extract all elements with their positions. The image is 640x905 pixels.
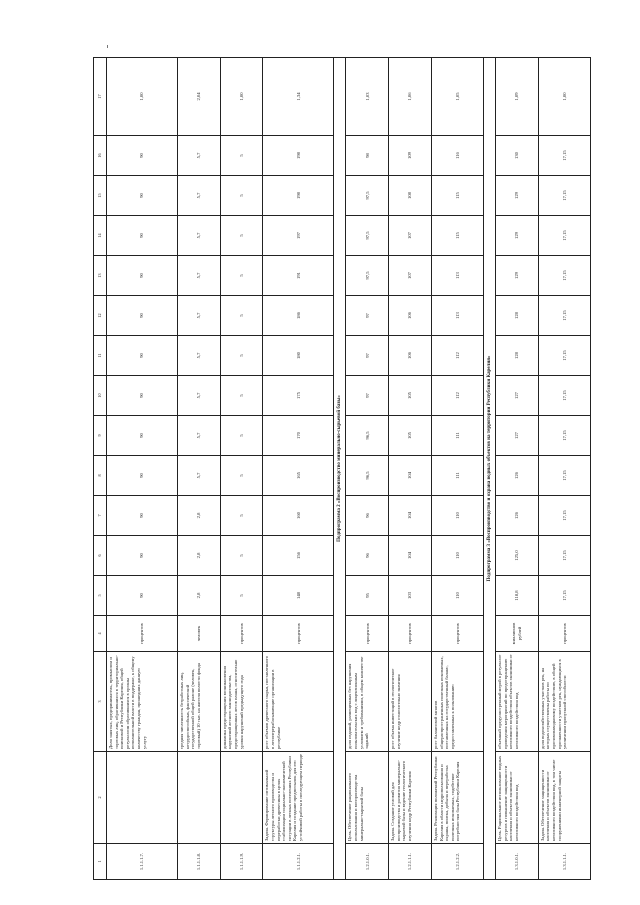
table-row	[431, 58, 483, 880]
value-cell: 5,7	[178, 176, 221, 216]
value-cell: 97	[346, 296, 389, 336]
goal-task-cell: Цель. Рациональное использование водных ресурсов и повышение защищенности населения и объектов экономики от негативного воздействия вод	[496, 752, 539, 844]
value-cell: 17,15	[538, 176, 590, 216]
table-row	[220, 58, 263, 880]
value-cell: 104	[389, 536, 432, 576]
row-code: 1.1.1.1.7.	[107, 844, 178, 880]
header-cell: 7	[94, 496, 107, 536]
value-cell: 17,15	[538, 416, 590, 456]
row-code: 1.2.1.0.1.	[346, 844, 389, 880]
value-cell: 109	[389, 136, 432, 176]
header-cell: 5	[94, 576, 107, 616]
value-cell: 90	[107, 416, 178, 456]
value-cell: 90	[107, 336, 178, 376]
table-row	[346, 58, 389, 880]
table-row	[263, 58, 334, 880]
value-cell: 5,7	[178, 296, 221, 336]
value-cell: 125,0	[496, 536, 539, 576]
value-cell: 115	[431, 176, 483, 216]
value-cell: 128	[496, 296, 539, 336]
row-code: 1.1.1.1.8.	[178, 844, 221, 880]
value-cell: 110	[431, 536, 483, 576]
value-cell: 5	[220, 416, 263, 456]
header-cell: 3	[94, 652, 107, 752]
value-cell: 5,7	[178, 416, 221, 456]
value-cell: 96	[346, 496, 389, 536]
value-cell: 5	[220, 576, 263, 616]
value-cell: 5,7	[178, 136, 221, 176]
value-cell: 126	[496, 456, 539, 496]
header-cell: 2	[94, 752, 107, 844]
indicator-cell: динамика предотвращения возникновения нарушений лесного законодательства, предотвращенных лесов плана, относительно уровня нарушений предыдущего года	[220, 652, 263, 752]
value-cell: 17,15	[538, 216, 590, 256]
value-cell: 106	[389, 336, 432, 376]
value-cell: 130	[496, 136, 539, 176]
value-cell: 148	[263, 576, 334, 616]
value-cell: 111	[431, 456, 483, 496]
value-cell: 90	[107, 136, 178, 176]
value-cell: 90	[107, 456, 178, 496]
value-cell: 5	[220, 496, 263, 536]
value-cell: 118,8	[496, 576, 539, 616]
value-cell: 191	[263, 256, 334, 296]
goal-task-cell: Задача. Формирование оптимальной структуры лесного производства и переработки древесины в целях стабилизации социально-экономической ситуации в лесных поселениях Республики Карелия и создание предпосылок для его устойчивой работы в последующем периоде	[263, 752, 334, 844]
ratio-cell: 2,04	[178, 58, 221, 136]
subprogram-title: Подпрограмма 3 «Воспроизводство и охрана водных объектов на территории Республики Карелия»	[484, 58, 496, 880]
value-cell: 105	[389, 416, 432, 456]
value-cell: 128	[496, 336, 539, 376]
indicator-cell: доля изданий, размещенных без нарушения пользовательских вод с лицензионным условием и требованиями, в общем количестве заданий	[346, 652, 389, 752]
value-cell: 5	[220, 176, 263, 216]
value-cell: 5,7	[178, 456, 221, 496]
value-cell: 5	[220, 456, 263, 496]
value-cell: 17,15	[538, 496, 590, 536]
value-cell: 97	[346, 336, 389, 376]
header-cell: 15	[94, 176, 107, 216]
value-cell: 90	[107, 256, 178, 296]
indicator-cell: средняя численность безработных лиц, нетрудоспособных, фактической государственной общей ралоне (человек, торговый) 10 тыс. на жителя волости фонда	[178, 652, 221, 752]
indicator-cell: доля водохозяйственных участков рек, на которых осуществлены работы по противопаводковому воздействию, в общей протяженности участков рек, нуждающихся в увеличении пропускной способности	[538, 652, 590, 752]
value-cell: 156	[263, 536, 334, 576]
value-cell: 17,15	[538, 256, 590, 296]
header-cell: 11	[94, 336, 107, 376]
header-cell: 10	[94, 376, 107, 416]
indicators-table	[93, 57, 591, 880]
table-row	[107, 58, 178, 880]
value-cell: 198	[263, 136, 334, 176]
header-cell: 4	[94, 616, 107, 652]
value-cell: 105	[389, 376, 432, 416]
value-cell: 17,15	[538, 536, 590, 576]
value-cell: 198	[263, 176, 334, 216]
row-code: 1.2.1.2.2.	[431, 844, 483, 880]
value-cell: 5	[220, 376, 263, 416]
ratio-cell: 1,34	[263, 58, 334, 136]
value-cell: 108	[389, 176, 432, 216]
ratio-cell: 1,05	[431, 58, 483, 136]
value-cell: 180	[263, 336, 334, 376]
goal-task-cell: Задача. Создание условий для воспроизводства и развития минерально-сырьевой базы и ведение геологического изучения недр Республики Карелия	[389, 752, 432, 844]
value-cell: 111	[431, 416, 483, 456]
value-cell: 127	[496, 376, 539, 416]
value-cell: 17,15	[538, 376, 590, 416]
value-cell: 127	[496, 416, 539, 456]
value-cell: 165	[263, 456, 334, 496]
indicator-cell: рост балансовой запасов общераспространенных полезных ископаемых, поставленных на государственный баланс, предоставленных к пользованию	[431, 652, 483, 752]
value-cell: 104	[389, 456, 432, 496]
value-cell: 5	[220, 136, 263, 176]
value-cell: 96	[346, 536, 389, 576]
value-cell: 2,8	[178, 536, 221, 576]
value-cell: 5	[220, 536, 263, 576]
unit-cell: процентов	[538, 616, 590, 652]
unit-cell: процентов	[389, 616, 432, 652]
value-cell: 97,5	[346, 176, 389, 216]
value-cell: 2,8	[178, 576, 221, 616]
goal-task-cell: Задача. Обеспечение защищенности населения и объектов экономики от негативного воздействия вод, в том числе сооружениями инженерной защиты	[538, 752, 590, 844]
value-cell: 96,5	[346, 416, 389, 456]
value-cell: 104	[389, 496, 432, 536]
subprogram-row	[334, 58, 346, 880]
value-cell: 5,7	[178, 376, 221, 416]
unit-cell: процентов	[431, 616, 483, 652]
goal-task-cell	[178, 752, 221, 844]
goal-task-cell: Цель. Обеспечение рационального использования и воспроизводства минерально-сырьевой базы	[346, 752, 389, 844]
row-code: 1.3.1.1.1.	[538, 844, 590, 880]
header-cell: 12	[94, 296, 107, 336]
value-cell: 175	[263, 376, 334, 416]
unit-cell: процентов	[107, 616, 178, 652]
value-cell: 115	[431, 216, 483, 256]
table-row	[389, 58, 432, 880]
value-cell: 129	[496, 216, 539, 256]
unit-cell: процентов	[220, 616, 263, 652]
indicator-cell: рост объема инвестиций в геологическое изучение недр относительно значения	[389, 652, 432, 752]
value-cell: 5	[220, 256, 263, 296]
table-row	[496, 58, 539, 880]
value-cell: 90	[107, 376, 178, 416]
header-cell: 17	[94, 58, 107, 136]
ratio-cell: 1,09	[496, 58, 539, 136]
value-cell: 90	[107, 576, 178, 616]
row-code: 1.1.1.2.1.	[263, 844, 334, 880]
value-cell: 129	[496, 176, 539, 216]
indicator-cell: рост объемов древесного сырья, поставленного в лесоперерабатывающие организации в республике	[263, 652, 334, 752]
rotated-table-wrapper	[93, 58, 591, 880]
row-code: 1.1.1.1.9.	[220, 844, 263, 880]
ratio-cell: 1,00	[538, 58, 590, 136]
header-cell: 14	[94, 216, 107, 256]
value-cell: 5	[220, 296, 263, 336]
value-cell: 186	[263, 296, 334, 336]
value-cell: 116	[431, 136, 483, 176]
value-cell: 5	[220, 216, 263, 256]
indicator-cell: Доля занятых, предприниматель, промыслом и торговых лиц, обратившихся в территориально-поисковой и Республики Карелия, общей результатом обратившихся в органы исполнительной власти в поддержке, к общему количеству граждан, прошедших данную услугу	[107, 652, 178, 752]
goal-task-cell	[220, 752, 263, 844]
value-cell: 110	[431, 496, 483, 536]
value-cell: 97,5	[346, 216, 389, 256]
ratio-cell: 1,03	[346, 58, 389, 136]
header-cell: 16	[94, 136, 107, 176]
table-row	[178, 58, 221, 880]
ratio-cell: 1,00	[107, 58, 178, 136]
value-cell: 107	[389, 256, 432, 296]
goal-task-cell	[107, 752, 178, 844]
unit-cell: процентов	[346, 616, 389, 652]
value-cell: 17,15	[538, 456, 590, 496]
goal-task-cell: Задача. Реализация положений Республики Карелия в области недропользования и охраны, поиска, добыча и переработка полезных ископаемых, содействие потребностям базы Республики Карелия	[431, 752, 483, 844]
unit-cell: процентов	[263, 616, 334, 652]
value-cell: 5,7	[178, 256, 221, 296]
value-cell: 5	[220, 336, 263, 376]
value-cell: 129	[496, 256, 539, 296]
subprogram-title: Подпрограмма 2 «Воспроизводство минерально-сырьевой базы»	[334, 58, 346, 880]
header-cell: 9	[94, 416, 107, 456]
value-cell: 96,5	[346, 456, 389, 496]
value-cell: 17,15	[538, 136, 590, 176]
value-cell: 112	[431, 336, 483, 376]
value-cell: 98	[346, 136, 389, 176]
value-cell: 90	[107, 296, 178, 336]
value-cell: 95	[346, 576, 389, 616]
value-cell: 90	[107, 536, 178, 576]
value-cell: 103	[389, 576, 432, 616]
subprogram-row	[484, 58, 496, 880]
unit-cell: миллионов рублей	[496, 616, 539, 652]
value-cell: 90	[107, 216, 178, 256]
value-cell: 90	[107, 496, 178, 536]
value-cell: 113	[431, 256, 483, 296]
value-cell: 97,5	[346, 256, 389, 296]
value-cell: 17,15	[538, 336, 590, 376]
value-cell: 17,15	[538, 296, 590, 336]
value-cell: 160	[263, 496, 334, 536]
row-code: 1.2.1.1.1.	[389, 844, 432, 880]
value-cell: 90	[107, 176, 178, 216]
header-cell: 1	[94, 844, 107, 880]
value-cell: 110	[431, 576, 483, 616]
value-cell: 112	[431, 376, 483, 416]
value-cell: 5,7	[178, 336, 221, 376]
value-cell: 97	[346, 376, 389, 416]
header-cell: 8	[94, 456, 107, 496]
value-cell: 170	[263, 416, 334, 456]
indicator-cell: объемный предусмотренный мерой в результате проведения мероприятий по предотвращению негативного воздействия объектов экономики от негативного воздействия вод	[496, 652, 539, 752]
ratio-cell: 1,00	[220, 58, 263, 136]
value-cell: 107	[389, 216, 432, 256]
value-cell: 126	[496, 496, 539, 536]
ratio-cell: 1,06	[389, 58, 432, 136]
value-cell: 2,8	[178, 496, 221, 536]
row-code: 1.3.1.0.1.	[496, 844, 539, 880]
header-cell: 6	[94, 536, 107, 576]
table-row	[538, 58, 590, 880]
value-cell: 17,15	[538, 576, 590, 616]
header-row	[94, 58, 107, 880]
unit-cell: человек	[178, 616, 221, 652]
scan-mark	[107, 45, 108, 48]
value-cell: 113	[431, 296, 483, 336]
header-cell: 13	[94, 256, 107, 296]
value-cell: 5,7	[178, 216, 221, 256]
value-cell: 197	[263, 216, 334, 256]
value-cell: 106	[389, 296, 432, 336]
